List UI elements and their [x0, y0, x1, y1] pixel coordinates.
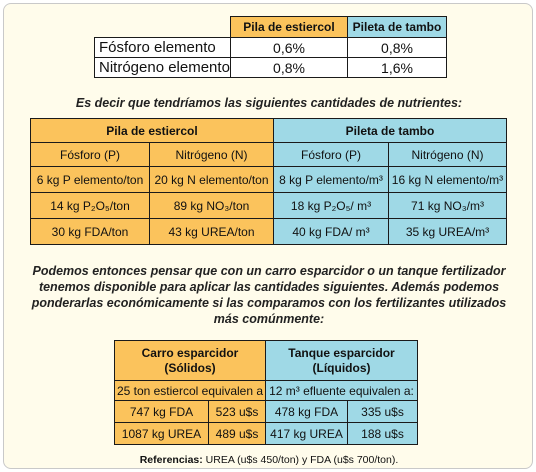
table-cell: 478 kg FDA	[266, 401, 348, 423]
caption: Es decir que tendríamos las siguientes cantidades de nutrientes:	[75, 96, 463, 110]
col-header-pileta: Pileta de tambo	[348, 17, 447, 38]
table-cell: 40 kg FDA/ m³	[274, 219, 389, 245]
header-carro-line1: Carro esparcidor	[141, 345, 239, 360]
header-carro-line2: (Sólidos)	[164, 360, 216, 375]
table-cell: 89 kg NO₃/ton	[150, 193, 274, 219]
paragraph: Podemos entonces pensar que con un carro esparcidor o un tanque fertilizador tenemos disponible para aplicar las cantidades siguientes. Además podemos ponderarlas económicamente si las comparamos con los fertilizantes utilizados más comúnmente:	[31, 264, 507, 326]
header-tanque-line2: (Líquidos)	[312, 360, 371, 375]
equivalence-left: 25 ton estiercol equivalen a	[115, 381, 266, 401]
table-cell: 1087 kg UREA	[115, 423, 209, 445]
table-cell: 489 u$s	[209, 423, 266, 445]
table-cell: 35 kg UREA/m³	[389, 219, 507, 245]
table-cell: 188 u$s	[348, 423, 418, 445]
table-cell: 335 u$s	[348, 401, 418, 423]
table-cell: 30 kg FDA/ton	[31, 219, 150, 245]
header-tanque	[266, 341, 418, 381]
table-cell: 16 kg N elemento/m³	[389, 167, 507, 193]
document-page	[3, 3, 533, 469]
col-header-pila: Pila de estiercol	[231, 17, 348, 38]
group-header-pileta: Pileta de tambo	[274, 119, 507, 143]
economic-equivalence-table	[114, 340, 418, 445]
table-cell: 0,8%	[231, 58, 348, 78]
group-header-pila: Pila de estiercol	[31, 119, 274, 143]
row-label: Fósforo elemento	[95, 38, 231, 58]
references	[4, 454, 534, 466]
table-cell: 1,6%	[348, 58, 447, 78]
table-cell: 20 kg N elemento/ton	[150, 167, 274, 193]
table-cell: 71 kg NO₃/m³	[389, 193, 507, 219]
references-label: Referencias:	[139, 454, 203, 466]
table-cell: 8 kg P elemento/m³	[274, 167, 389, 193]
equivalence-right: 12 m³ efluente equivalen a:	[266, 381, 418, 401]
table-cell: 43 kg UREA/ton	[150, 219, 274, 245]
subheader: Nitrógeno (N)	[150, 143, 274, 167]
references-text: UREA (u$s 450/ton) y FDA (u$s 700/ton).	[205, 454, 399, 466]
table-cell: 523 u$s	[209, 401, 266, 423]
nutrient-amount-table	[30, 118, 507, 245]
subheader: Fósforo (P)	[31, 143, 150, 167]
header-carro	[115, 341, 266, 381]
table-cell: 0,8%	[348, 38, 447, 58]
table-cell: 747 kg FDA	[115, 401, 209, 423]
table-cell: 14 kg P₂O₅/ton	[31, 193, 150, 219]
nutrient-percent-table	[94, 16, 447, 78]
table-cell: 0,6%	[231, 38, 348, 58]
subheader: Nitrógeno (N)	[389, 143, 507, 167]
row-label: Nitrógeno elemento	[95, 58, 231, 78]
table-cell: 6 kg P elemento/ton	[31, 167, 150, 193]
subheader: Fósforo (P)	[274, 143, 389, 167]
table-cell: 417 kg UREA	[266, 423, 348, 445]
header-tanque-line1: Tanque esparcidor	[288, 345, 395, 360]
table-cell: 18 kg P₂O₅/ m³	[274, 193, 389, 219]
